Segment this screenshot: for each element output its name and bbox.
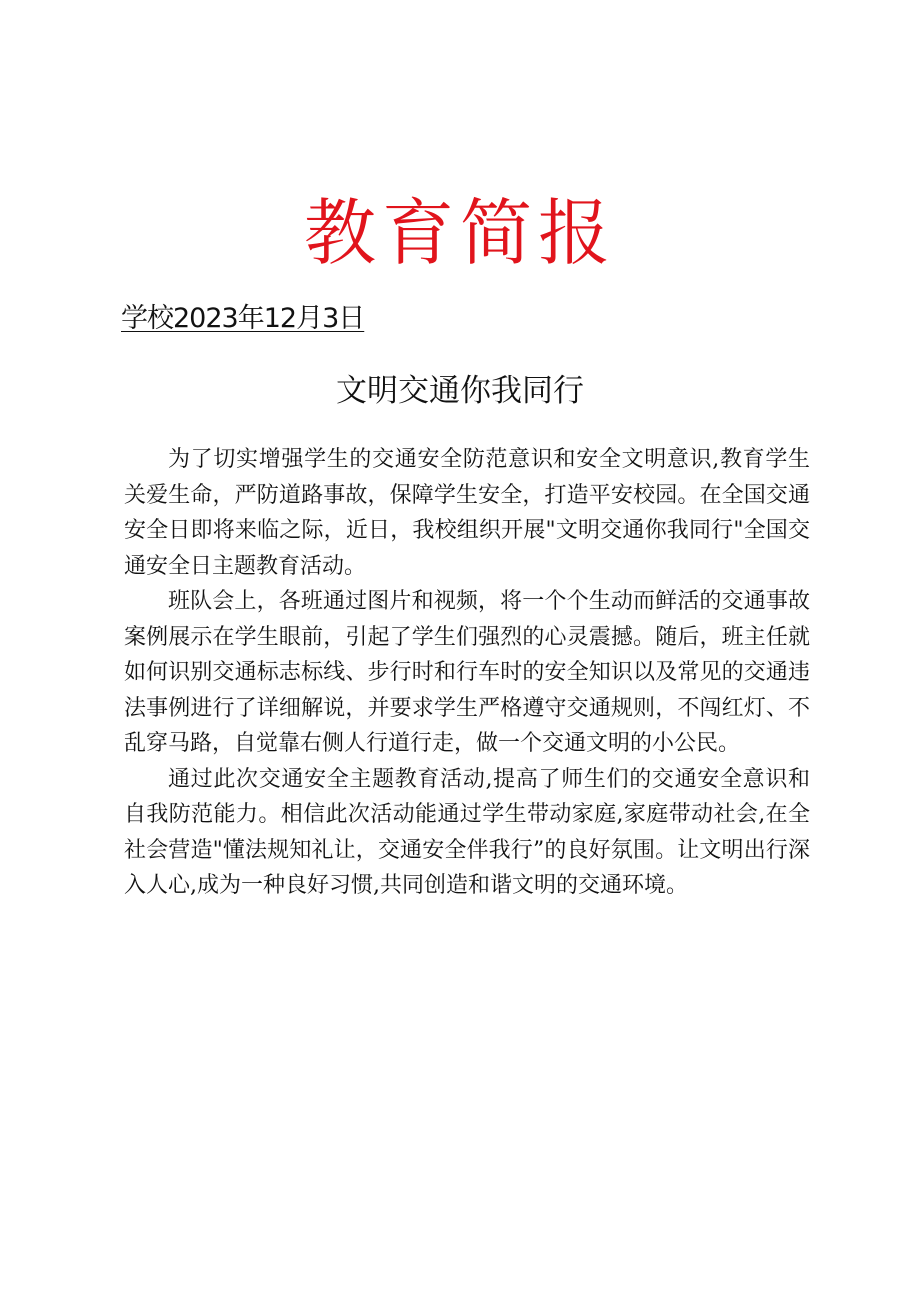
article-paragraph-3: 通过此次交通安全主题教育活动,提高了师生们的交通安全意识和自我防范能力。相信此次活动能通过学生带动家庭,家庭带动社会,在全社会营造"懂法规知礼让，交通安全伴我行”的良好氛围。让文明出行深入人心,成为一种良好习惯,共同创造和谐文明的交通环境。 (124, 766, 810, 898)
article-body (124, 442, 810, 904)
article-title: 文明交通你我同行 (336, 373, 584, 409)
article-paragraph-1: 为了切实增强学生的交通安全防范意识和安全文明意识,教育学生关爱生命，严防道路事故，保障学生安全，打造平安校园。在全国交通安全日即将来临之际，近日，我校组织开展"文明交通你我同行"全国交通安全日主题教育活动。 (124, 447, 810, 579)
school-dateline: 学校2023年12月3日 (121, 303, 365, 334)
newsletter-masthead: 教育简报 (303, 191, 616, 275)
article-paragraph-2: 班队会上，各班通过图片和视频，将一个个生动而鲜活的交通事故案例展示在学生眼前，引起了学生们强烈的心灵震撼。随后，班主任就如何识别交通标志标线、步行时和行车时的安全知识以及常见的交通违法事例进行了详细解说，并要求学生严格遵守交通规则，不闯红灯、不乱穿马路，自觉靠右侧人行道行走，做一个交通文明的小公民。 (124, 589, 810, 756)
